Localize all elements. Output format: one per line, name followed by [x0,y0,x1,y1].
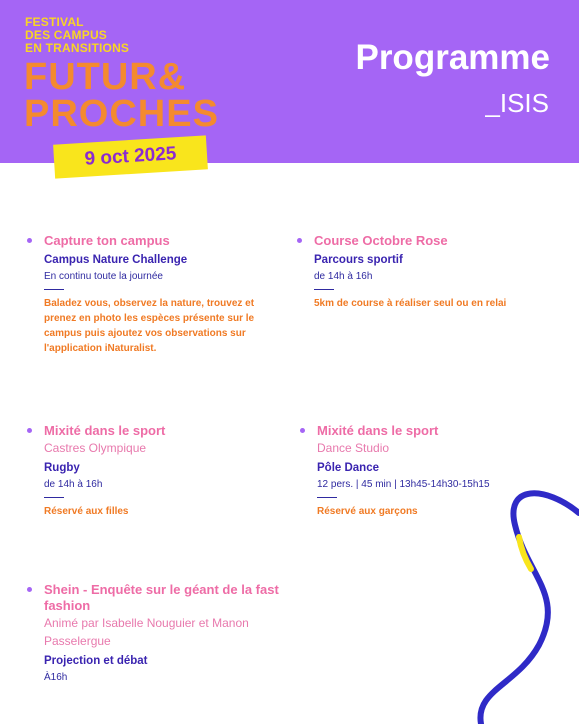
event-description: Réservé aux garçons [317,506,418,517]
ribbon-decoration-icon [455,485,579,724]
event-activity: Campus Nature Challenge [44,254,188,266]
separator [44,497,64,498]
event-mixite-rugby [44,423,284,519]
bullet-icon [27,587,32,592]
festival-line-2: DES CAMPUS [25,28,108,42]
event-title: Capture ton campus [44,233,170,248]
page-title: Programme [355,38,550,77]
event-time: 12 pers. | 45 min | 13h45-14h30-15h15 [317,479,490,490]
bullet-icon [27,238,32,243]
festival-subtitle [25,16,165,55]
event-place: Animé par Isabelle Nouguier et Manon Passelergue [44,616,249,648]
festival-line-3: EN TRANSITIONS [25,41,130,55]
event-activity: Rugby [44,462,80,474]
bullet-icon [297,238,302,243]
logo-word-proches: PROCHES [24,93,219,135]
event-description: Baladez vous, observez la nature, trouvez et prenez en photo les espèces présente sur le campus puis ajoutez vos observations sur l'application iNaturalist. [44,298,255,354]
event-time: En continu toute la journée [44,271,163,282]
event-time: de 14h à 16h [314,271,373,282]
event-capture-campus [44,233,284,356]
date-badge: 9 oct 2025 [53,135,208,178]
separator [314,289,334,290]
header-banner [0,0,579,163]
event-place: Dance Studio [317,441,390,455]
festival-line-1: FESTIVAL [25,15,84,29]
event-title: Mixité dans le sport [317,423,439,438]
event-place: Castres Olympique [44,441,147,455]
event-description: 5km de course à réaliser seul ou en relai [314,298,507,309]
bullet-icon [27,428,32,433]
event-time: À16h [44,672,68,683]
event-activity: Projection et débat [44,655,148,667]
logo-word-futur: FUTUR& [24,56,187,98]
page-subtitle: _ISIS [485,88,549,118]
event-activity: Parcours sportif [314,254,403,266]
event-activity: Pôle Dance [317,462,379,474]
event-course-octobre-rose [314,233,554,311]
event-shein-projection [44,582,284,685]
event-title: Shein - Enquête sur le géant de la fast fashion [44,582,279,613]
separator [317,497,337,498]
event-description: Réservé aux filles [44,506,129,517]
bullet-icon [300,428,305,433]
event-title: Course Octobre Rose [314,233,448,248]
separator [44,289,64,290]
event-time: de 14h à 16h [44,479,103,490]
event-title: Mixité dans le sport [44,423,166,438]
